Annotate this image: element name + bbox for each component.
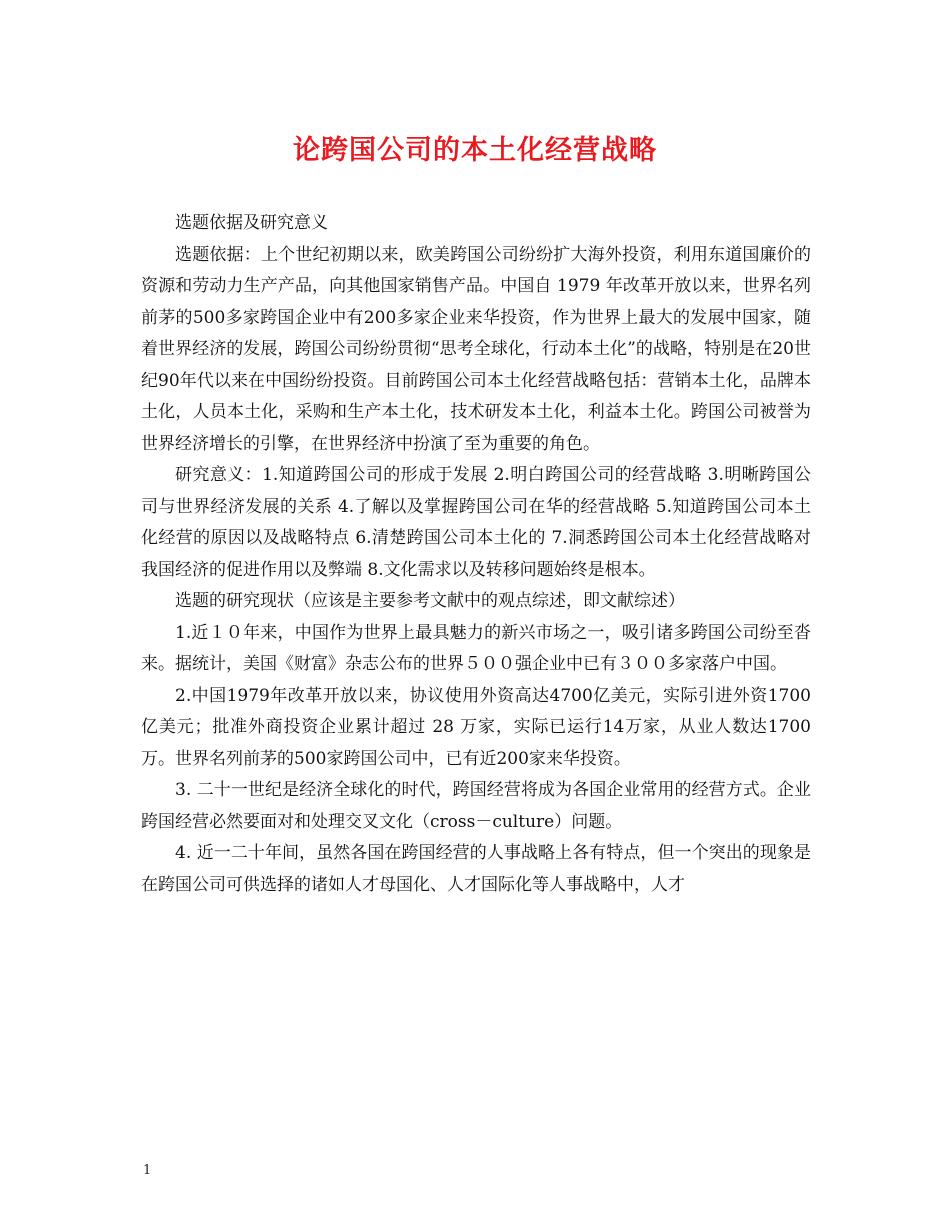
paragraph-significance: 研究意义：1.知道跨国公司的形成于发展 2.明白跨国公司的经营战略 3.明晰跨国公司与世界经济发展的关系 4.了解以及掌握跨国公司在华的经营战略 5.知道跨国公司本土化经营的原因以及战略特点 6.清楚跨国公司本土化的 7.洞悉跨国公司本土化经营战略对我国经济的促进作用以及弊端 8.文化需求以及转移问题始终是根本。 [141, 465, 811, 580]
section-heading-status: 选题的研究现状（应该是主要参考文献中的观点综述，即文献综述） [175, 591, 685, 611]
section-heading-basis: 选题依据及研究意义 [175, 213, 328, 233]
paragraph-item-4: 4. 近一二十年间，虽然各国在跨国经营的人事战略上各有特点，但一个突出的现象是在跨国公司可供选择的诸如人才母国化、人才国际化等人事战略中，人才 [141, 843, 811, 895]
page-number: 1 [143, 1163, 152, 1178]
paragraph-item-3: 3. 二十一世纪是经济全球化的时代，跨国经营将成为各国企业常用的经营方式。企业跨国经营必然要面对和处理交叉文化（cross－culture）问题。 [141, 780, 811, 832]
paragraph-basis: 选题依据：上个世纪初期以来，欧美跨国公司纷纷扩大海外投资，利用东道国廉价的资源和劳动力生产产品，向其他国家销售产品。中国自 1979 年改革开放以来，世界名列前茅的500多家跨国企业中有200多家企业来华投资，作为世界上最大的发展中国家，随着世界经济的发展，跨国公司纷纷贯彻“思考全球化，行动本土化”的战略，特别是在20世纪90年代以来在中国纷纷投资。目前跨国公司本土化经营战略包括：营销本土化，品牌本土化，人员本土化，采购和生产本土化，技术研发本土化，利益本土化。跨国公司被誉为世界经济增长的引擎，在世界经济中扮演了至为重要的角色。 [141, 244, 811, 454]
document-body [141, 208, 811, 901]
paragraph-item-1: 1.近１０年来，中国作为世界上最具魅力的新兴市场之一，吸引诸多跨国公司纷至沓来。据统计，美国《财富》杂志公布的世界５００强企业中已有３００多家落户中国。 [141, 622, 811, 674]
document-title: 论跨国公司的本土化经营战略 [293, 135, 657, 166]
paragraph-item-2: 2.中国1979年改革开放以来，协议使用外资高达4700亿美元，实际引进外资1700亿美元；批准外商投资企业累计超过 28 万家，实际已运行14万家，从业人数达1700万。世界名列前茅的500家跨国公司中，已有近200家来华投资。 [141, 685, 811, 769]
